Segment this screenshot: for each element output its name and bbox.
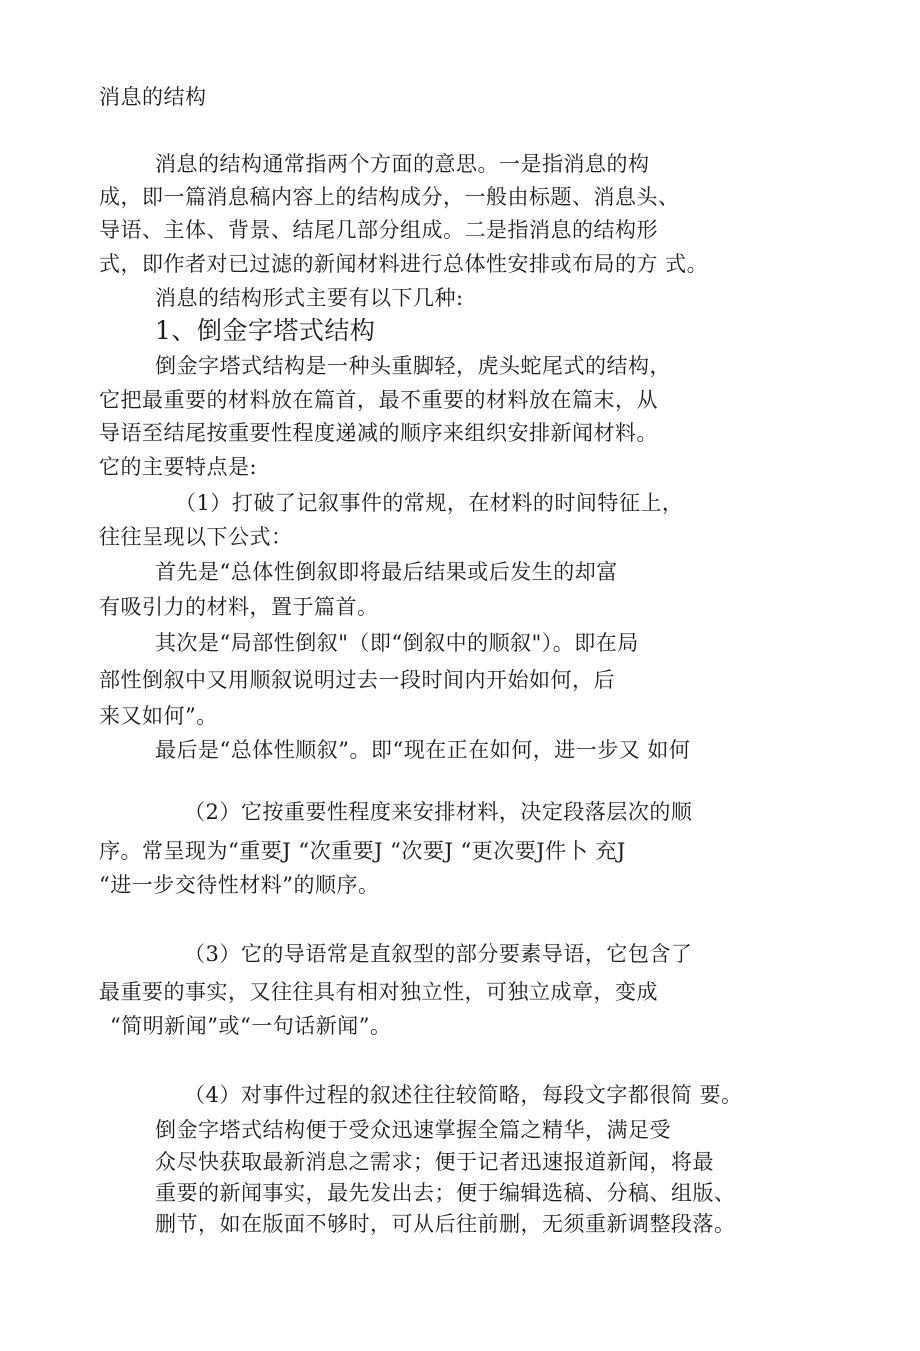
body-line: 式，即作者对已过滤的新闻材料进行总体性安排或布局的方 式。 — [99, 252, 709, 276]
body-line: （3）它的导语常是直叙型的部分要素导语，它包含了 — [184, 942, 693, 966]
body-line: 其次是“局部性倒叙"（即“倒叙中的顺叙"）。即在局 — [155, 631, 639, 655]
body-line: 部性倒叙中又用顺叙说明过去一段时间内开始如何，后 — [99, 668, 615, 692]
body-line: 倒金字塔式结构是一种头重脚轻，虎头蛇尾式的结构， — [155, 354, 671, 378]
body-line: 成，即一篇消息稿内容上的结构成分，一般由标题、消息头、 — [99, 185, 680, 209]
body-line: 倒金字塔式结构便于受众迅速掌握全篇之精华，满足受 — [155, 1118, 671, 1142]
body-line: 最重要的事实，又往往具有相对独立性，可独立成章，变成 — [99, 980, 658, 1004]
body-line: 它把最重要的材料放在篇首，最不重要的材料放在篇末，从 — [99, 388, 658, 412]
body-line: 消息的结构通常指两个方面的意思。一是指消息的构 — [155, 152, 650, 176]
body-line: “简明新闻”或“一句话新闻”。 — [110, 1014, 392, 1038]
body-line: 最后是“总体性顺叙”。即“现在正在如何，进一步又 如何 — [155, 738, 691, 762]
body-line: 重要的新闻事实，最先发出去；便于编辑选稿、分稿、组版、 — [155, 1181, 736, 1205]
body-line: 删节，如在版面不够时，可从后往前删，无须重新调整段落。 — [155, 1212, 736, 1236]
body-line: 导语、主体、背景、结尾几部分组成。二是指消息的结构形 — [99, 218, 658, 242]
body-line: “进一步交待性材料”的顺序。 — [99, 873, 380, 897]
body-line: 众尽快获取最新消息之需求；便于记者迅速报道新闻，将最 — [155, 1150, 714, 1174]
body-line: 它的主要特点是: — [99, 455, 258, 479]
document-title: 消息的结构 — [99, 85, 207, 109]
body-line: 导语至结尾按重要性程度递减的顺序来组织安排新闻材料。 — [99, 421, 658, 445]
section-heading: 1、倒金字塔式结构 — [155, 316, 376, 345]
body-line: （4）对事件过程的叙述往往较简略，每段文字都很简 要。 — [184, 1083, 743, 1107]
body-line: 有吸引力的材料，置于篇首。 — [99, 595, 379, 619]
body-line: 序。常呈现为“重要J “次重要J “次要J “更次要J件卜 充J — [99, 839, 626, 863]
body-line: 来又如何”。 — [99, 704, 218, 728]
body-line: 首先是“总体性倒叙即将最后结果或后发生的却富 — [155, 560, 618, 584]
body-line: 消息的结构形式主要有以下几种: — [155, 286, 464, 310]
body-line: 往往呈现以下公式： — [99, 525, 293, 549]
body-line: （2）它按重要性程度来安排材料，决定段落层次的顺 — [184, 800, 693, 824]
body-line: （1）打破了记叙事件的常规，在材料的时间特征上， — [175, 491, 684, 515]
